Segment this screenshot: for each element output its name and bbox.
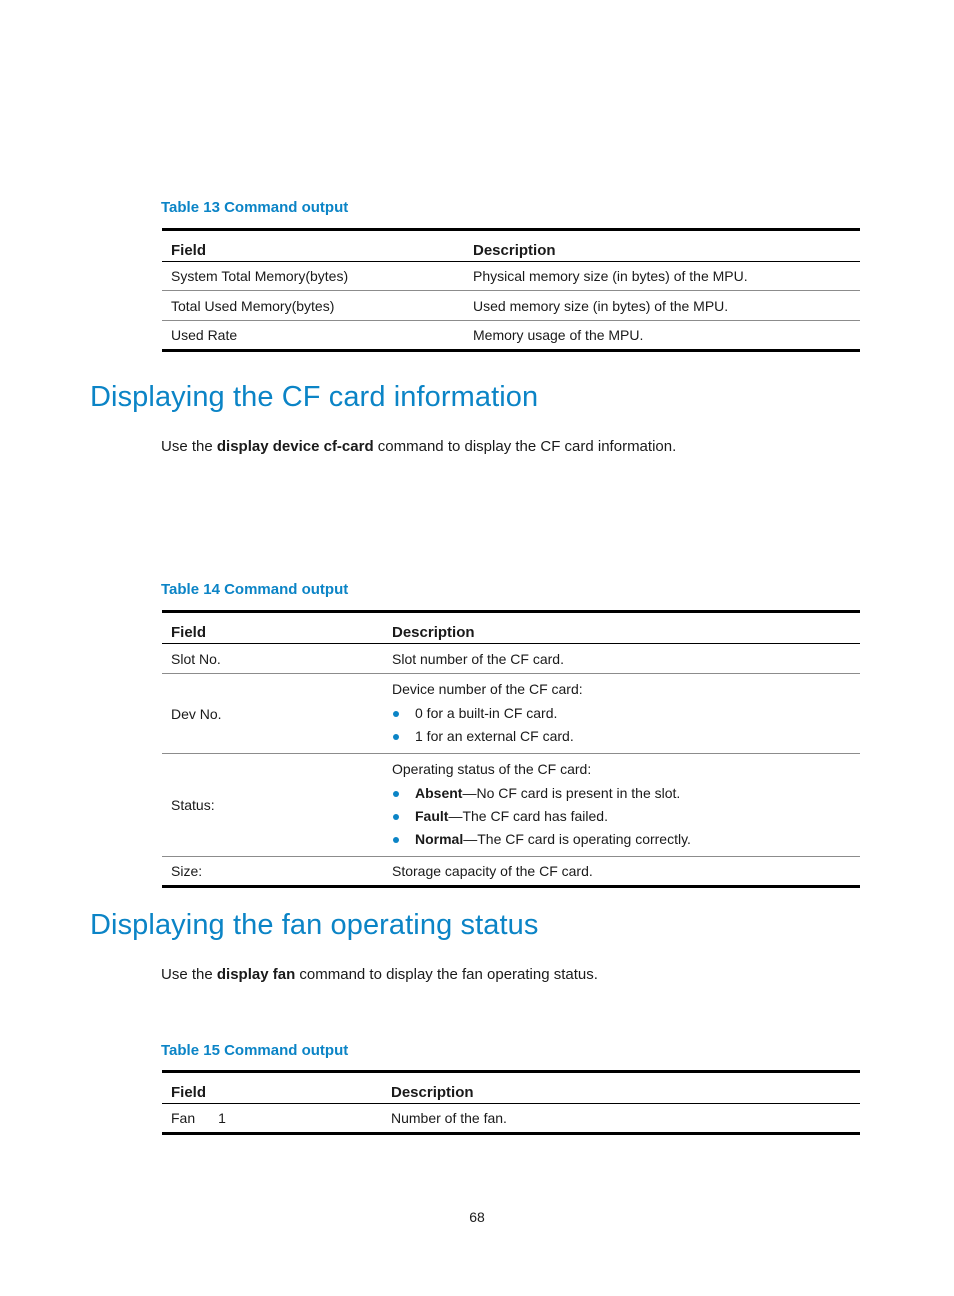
bullet-icon: [393, 734, 399, 740]
table-row: [162, 857, 860, 887]
table-14-caption: Table 14 Command output: [161, 581, 349, 598]
description-cell: Number of the fan.: [382, 1104, 860, 1134]
description-text: Device number of the CF card:: [392, 681, 583, 697]
table-header-row: [162, 612, 860, 644]
intro-text: command to display the CF card information.: [373, 438, 677, 455]
field-cell: Dev No.: [162, 674, 383, 754]
description-cell: Used memory size (in bytes) of the MPU.: [464, 291, 860, 321]
description-cell: Memory usage of the MPU.: [464, 321, 860, 351]
description-cell: Storage capacity of the CF card.: [383, 857, 860, 887]
description-cell: [383, 674, 860, 754]
table-header-row: [162, 230, 860, 262]
table-row: [162, 321, 860, 351]
table-row: [162, 262, 860, 291]
list-item: Absent—No CF card is present in the slot.: [392, 782, 851, 805]
table-row: [162, 754, 860, 857]
list-item: Normal—The CF card is operating correctly.: [392, 828, 851, 851]
description-cell: [383, 754, 860, 857]
list-item: 1 for an external CF card.: [392, 725, 851, 748]
column-header-field: Field: [162, 1072, 382, 1104]
field-cell: Slot No.: [162, 644, 383, 674]
command-name: display device cf-card: [216, 438, 374, 455]
column-header-description: Description: [383, 612, 860, 644]
table-14: [162, 610, 860, 888]
description-cell: Slot number of the CF card.: [383, 644, 860, 674]
bullet-icon: [393, 837, 399, 843]
command-name: display fan: [216, 966, 296, 983]
table-13-caption: Table 13 Command output: [161, 199, 349, 216]
table-row: [162, 1104, 860, 1134]
bullet-list: [392, 782, 851, 851]
bullet-icon: [393, 814, 399, 820]
table-row: [162, 291, 860, 321]
fan-intro: [161, 965, 598, 985]
table-header-row: [162, 1072, 860, 1104]
list-item: Fault—The CF card has failed.: [392, 805, 851, 828]
status-term: Normal: [415, 831, 464, 847]
intro-text: Use the: [161, 966, 217, 983]
section-heading-cf-card: Displaying the CF card information: [90, 381, 539, 413]
table-15: [162, 1070, 860, 1135]
column-header-description: Description: [464, 230, 860, 262]
intro-text: command to display the fan operating status.: [295, 966, 598, 983]
field-cell: Total Used Memory(bytes): [162, 291, 464, 321]
status-term: Fault: [415, 808, 449, 824]
table-row: [162, 674, 860, 754]
section-heading-fan-status: Displaying the fan operating status: [90, 909, 539, 941]
table-13: [162, 228, 860, 352]
list-item: 0 for a built-in CF card.: [392, 702, 851, 725]
fan-id: 1: [218, 1110, 226, 1126]
column-header-description: Description: [382, 1072, 860, 1104]
bullet-list: [392, 702, 851, 748]
field-cell: Used Rate: [162, 321, 464, 351]
status-term: Absent: [415, 785, 463, 801]
page-number: 68: [469, 1209, 485, 1225]
table-row: [162, 644, 860, 674]
description-text: Operating status of the CF card:: [392, 761, 592, 777]
bullet-icon: [393, 711, 399, 717]
column-header-field: Field: [162, 612, 383, 644]
column-header-field: Field: [162, 230, 464, 262]
intro-text: Use the: [161, 438, 217, 455]
table-15-caption: Table 15 Command output: [161, 1042, 349, 1059]
field-cell: Size:: [162, 857, 383, 887]
description-cell: Physical memory size (in bytes) of the MPU.: [464, 262, 860, 291]
field-cell: Fan 1: [162, 1104, 382, 1134]
cf-card-intro: [161, 437, 676, 457]
field-cell: Status:: [162, 754, 383, 857]
field-cell: System Total Memory(bytes): [162, 262, 464, 291]
bullet-icon: [393, 791, 399, 797]
